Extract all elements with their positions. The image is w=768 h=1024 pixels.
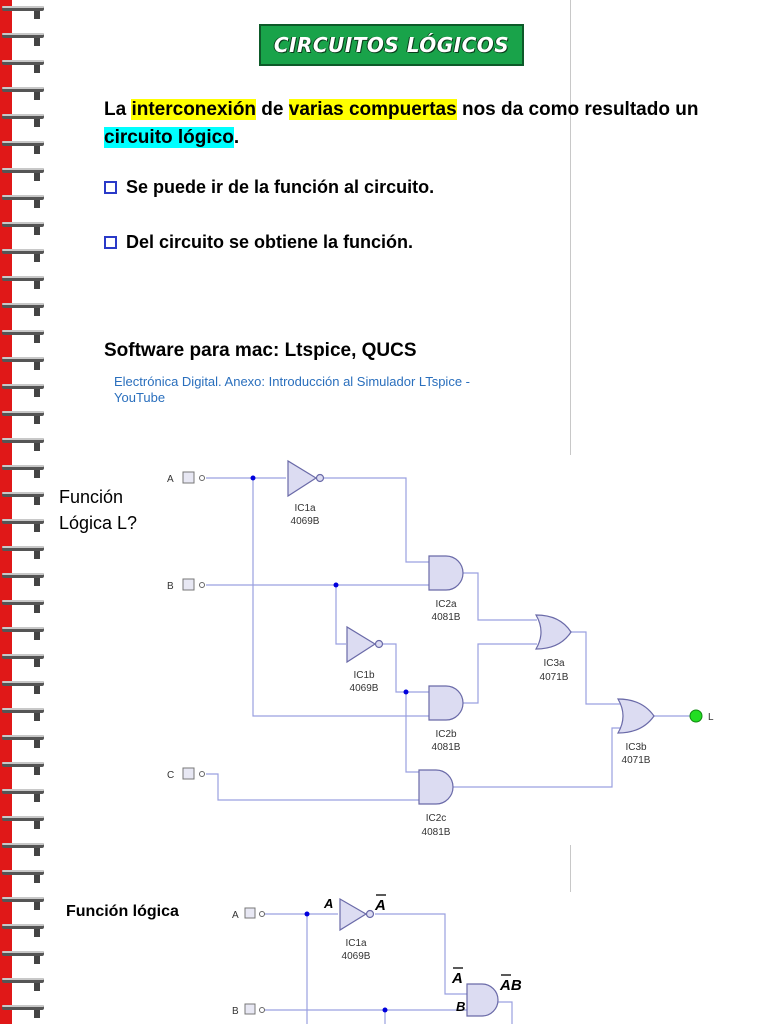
gate-label: IC3b <box>625 742 647 753</box>
bullet-text: Del circuito se obtiene la función. <box>126 232 414 252</box>
input-pin-b <box>167 579 205 592</box>
intro-paragraph <box>104 96 734 152</box>
page-title: CIRCUITOS LÓGICOS <box>273 33 510 57</box>
gate-label: IC1a <box>294 503 316 514</box>
math-label-bar: AB <box>500 977 522 994</box>
intro-text: . <box>233 127 240 148</box>
logic-circuit-diagram <box>150 455 750 845</box>
gate-part: 4069B <box>349 683 379 694</box>
bullet-item <box>104 232 413 253</box>
gate-part: 4071B <box>621 755 651 766</box>
label-line: Lógica L? <box>59 513 138 533</box>
checkbox-bullet-icon <box>104 181 117 194</box>
divider-line <box>570 845 571 893</box>
gate-label: IC2c <box>425 813 447 824</box>
checkbox-bullet-icon <box>104 236 117 249</box>
or-gate-ic3b <box>618 699 654 733</box>
and-gate-ic2a <box>429 556 463 590</box>
intro-text: nos da como resultado un <box>456 99 699 120</box>
logic-circuit-diagram-2 <box>225 892 740 1024</box>
gate-part: 4069B <box>341 951 371 962</box>
svg-text:A: A <box>167 474 174 485</box>
youtube-link[interactable]: Electrónica Digital. Anexo: Introducción al Simulador LTspice - YouTube <box>114 374 470 405</box>
gate-label: IC2b <box>435 729 457 740</box>
spiral-binding <box>0 0 48 1024</box>
input-pin-c <box>167 768 205 781</box>
gate-part: 4081B <box>431 742 461 753</box>
and-gate-2 <box>467 984 498 1016</box>
gate-part: 4071B <box>539 672 569 683</box>
math-label-bar: A <box>452 970 463 987</box>
software-heading: Software para mac: Ltspice, QUCS <box>104 340 417 361</box>
svg-text:L: L <box>708 712 714 723</box>
gate-label: IC3a <box>543 658 565 669</box>
svg-text:B: B <box>232 1006 239 1017</box>
not-gate-ic1b <box>347 627 383 662</box>
svg-text:A: A <box>232 910 239 921</box>
bullet-item <box>104 177 434 198</box>
highlight-interconexion: interconexión <box>131 99 257 120</box>
gate-label: IC1a <box>345 938 367 949</box>
title-banner <box>259 24 524 66</box>
gate-label: IC1b <box>353 670 375 681</box>
and-gate-ic2b <box>429 686 463 720</box>
gate-part: 4069B <box>290 516 320 527</box>
math-label-bar: A <box>375 897 386 914</box>
math-label: B <box>456 999 466 1014</box>
math-label: A <box>324 896 334 911</box>
circuit2-label: Función lógica <box>66 903 179 920</box>
output-led <box>690 710 714 723</box>
intro-text: La <box>104 99 132 120</box>
gate-label: IC2a <box>435 599 457 610</box>
not-gate-ic1a <box>288 461 324 496</box>
highlight-varias-compuertas: varias compuertas <box>288 99 457 120</box>
intro-text: de <box>256 99 289 120</box>
svg-text:C: C <box>167 770 175 781</box>
divider-line <box>570 0 571 455</box>
or-gate-ic3a <box>536 615 571 649</box>
bullet-text: Se puede ir de la función al circuito. <box>126 177 435 197</box>
highlight-circuito-logico: circuito lógico <box>104 127 234 148</box>
gate-part: 4081B <box>431 612 461 623</box>
gate-part: 4081B <box>421 827 451 838</box>
label-line: Función <box>59 487 124 507</box>
circuit1-question-label <box>59 484 137 536</box>
and-gate-ic2c <box>419 770 453 804</box>
svg-text:B: B <box>167 581 174 592</box>
input-pin-a <box>167 472 205 485</box>
